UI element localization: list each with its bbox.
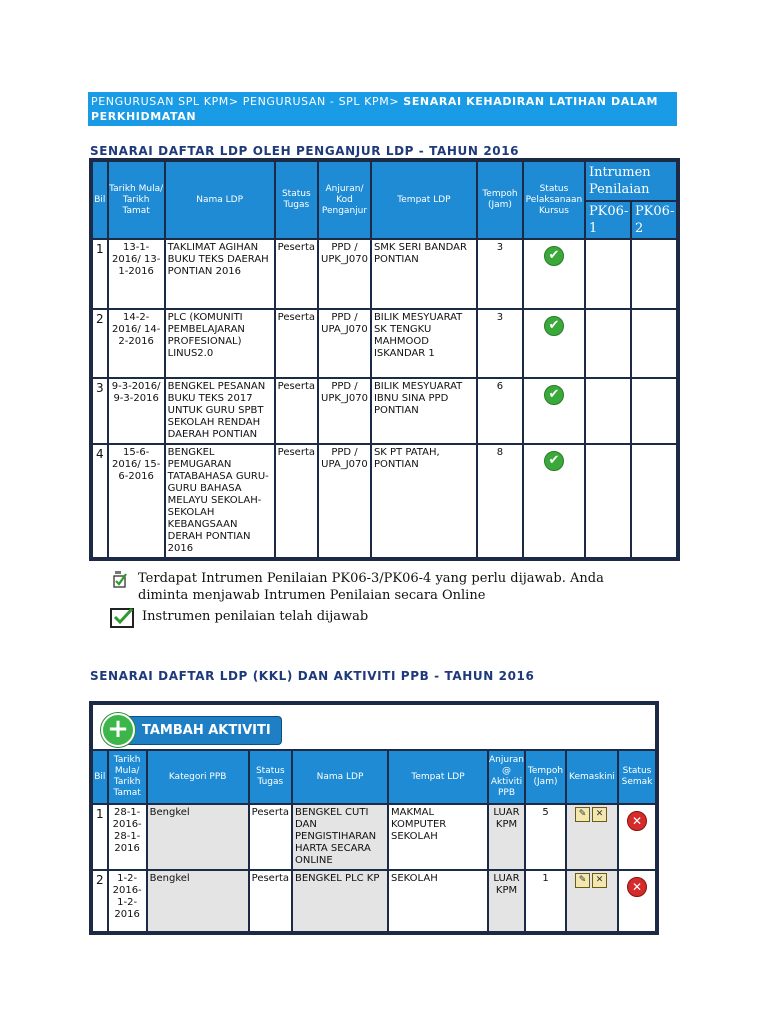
legend-answered-text: Instrumen penilaian telah dijawab [142,609,369,624]
row-tempat: MAKMAL KOMPUTER SEKOLAH [389,805,487,869]
col-tempoh: Tempoh (Jam) [526,751,565,803]
row-tarikh: 14-2-2016/ 14-2-2016 [109,310,164,377]
check-icon: ✔ [544,385,564,405]
row-kategori: Bengkel [148,871,248,931]
col-nama: Nama LDP [166,162,274,238]
row-tempat: BILIK MESYUARAT IBNU SINA PPD PONTIAN [372,379,476,443]
pending-checkbox-icon [110,570,128,588]
add-activity-label: TAMBAH AKTIVITI [121,716,282,745]
row-nama: BENGKEL PEMUGARAN TATABAHASA GURU-GURU BAHASA MELAYU SEKOLAH-SEKOLAH KEBANGSAAN DERAH PONTIAN 2016 [166,445,274,557]
row-bil: 1 [93,240,107,308]
table-row [93,805,655,869]
row-bil: 4 [93,445,107,557]
row-nama: BENGKEL PESANAN BUKU TEKS 2017 UNTUK GURU SPBT SEKOLAH RENDAH DAERAH PONTIAN [166,379,274,443]
col-anjuran: Anjuran @ Aktiviti PPB [489,751,524,803]
col-bil: Bil [93,162,107,238]
row-status: Peserta [276,379,317,443]
row-bil: 2 [93,310,107,377]
table-row [93,445,676,557]
col-pk06-1: PK06-1 [586,202,630,238]
col-tempat: Tempat LDP [372,162,476,238]
col-tempat: Tempat LDP [389,751,487,803]
row-pelaksanaan [524,310,584,377]
row-pk06-1 [586,379,630,443]
row-status: Peserta [250,805,291,869]
row-tempoh: 8 [478,445,522,557]
col-pk06-2: PK06-2 [632,202,676,238]
check-icon: ✔ [544,246,564,266]
row-pk06-2 [632,445,676,557]
row-bil: 1 [93,805,107,869]
row-tempat: BILIK MESYUARAT SK TENGKU MAHMOOD ISKANDAR 1 [372,310,476,377]
table-row [93,310,676,377]
row-kemaskini [567,871,617,931]
row-pk06-2 [632,240,676,308]
col-tempoh: Tempoh (Jam) [478,162,522,238]
row-tarikh: 28-1-2016-28-1-2016 [109,805,146,869]
row-tempat: SEKOLAH [389,871,487,931]
col-tarikh: Tarikh Mula/ Tarikh Tamat [109,162,164,238]
ldp-table [89,158,680,561]
row-nama: BENGKEL CUTI DAN PENGISTIHARAN HARTA SECARA ONLINE [293,805,387,869]
col-anjuran: Anjuran/ Kod Penganjur [319,162,370,238]
col-intrumen: Intrumen Penilaian [586,162,676,200]
table-row [93,379,676,443]
edit-icon[interactable]: ✎ [575,807,590,822]
row-pk06-1 [586,445,630,557]
answered-checkbox-icon [110,608,134,628]
ppb-table [89,701,659,935]
row-tempoh: 3 [478,240,522,308]
add-activity-button[interactable] [101,713,282,747]
row-pelaksanaan [524,379,584,443]
row-anjuran: PPD / UPK_J070 [319,379,370,443]
row-status: Peserta [276,240,317,308]
row-status: Peserta [250,871,291,931]
row-status: Peserta [276,445,317,557]
legend-pending-text: Terdapat Intrumen Penilaian PK06-3/PK06-4 yang perlu dijawab. Anda diminta menjawab Intrumen Penilaian secara Online [138,571,604,603]
row-pk06-1 [586,240,630,308]
row-nama: TAKLIMAT AGIHAN BUKU TEKS DAERAH PONTIAN 2016 [166,240,274,308]
row-bil: 2 [93,871,107,931]
row-anjuran: PPD / UPK_J070 [319,240,370,308]
row-semak [619,805,655,869]
row-tarikh: 9-3-2016/ 9-3-2016 [109,379,164,443]
row-pk06-2 [632,310,676,377]
legend [110,570,670,628]
delete-icon[interactable]: ✕ [592,873,607,888]
row-status: Peserta [276,310,317,377]
check-icon: ✔ [544,316,564,336]
row-tempoh: 1 [526,871,565,931]
section2-title: SENARAI DAFTAR LDP (KKL) DAN AKTIVITI PPB - TAHUN 2016 [90,669,535,683]
reject-icon: ✕ [627,811,647,831]
row-anjuran: LUAR KPM [489,805,524,869]
edit-icon[interactable]: ✎ [575,873,590,888]
section1-title: SENARAI DAFTAR LDP OLEH PENGANJUR LDP - TAHUN 2016 [90,144,520,158]
row-tempoh: 3 [478,310,522,377]
row-anjuran: LUAR KPM [489,871,524,931]
row-nama: BENGKEL PLC KP [293,871,387,931]
col-nama: Nama LDP [293,751,387,803]
col-pelaksanaan: Status Pelaksanaan Kursus [524,162,584,238]
row-tarikh: 15-6-2016/ 15-6-2016 [109,445,164,557]
table-row [93,240,676,308]
col-status: Status Tugas [250,751,291,803]
plus-icon: + [101,713,135,747]
breadcrumb [88,92,677,126]
col-tarikh: Tarikh Mula/ Tarikh Tamat [109,751,146,803]
delete-icon[interactable]: ✕ [592,807,607,822]
row-pelaksanaan [524,445,584,557]
col-bil: Bil [93,751,107,803]
col-kategori: Kategori PPB [148,751,248,803]
col-kemaskini: Kemaskini [567,751,617,803]
row-tarikh: 1-2-2016-1-2-2016 [109,871,146,931]
breadcrumb-path[interactable]: PENGURUSAN SPL KPM> PENGURUSAN - SPL KPM> [91,95,404,108]
row-nama: PLC (KOMUNITI PEMBELAJARAN PROFESIONAL) LINUS2.0 [166,310,274,377]
row-kemaskini [567,805,617,869]
table-row [93,871,655,931]
col-semak: Status Semak [619,751,655,803]
breadcrumb-current: SENARAI KEHADIRAN LATIHAN DALAM PERKHIDMATAN [91,95,659,123]
row-tempoh: 6 [478,379,522,443]
row-pk06-1 [586,310,630,377]
row-tarikh: 13-1-2016/ 13-1-2016 [109,240,164,308]
check-icon: ✔ [544,451,564,471]
row-kategori: Bengkel [148,805,248,869]
row-bil: 3 [93,379,107,443]
reject-icon: ✕ [627,877,647,897]
row-pk06-2 [632,379,676,443]
row-tempat: SK PT PATAH, PONTIAN [372,445,476,557]
row-tempoh: 5 [526,805,565,869]
row-semak [619,871,655,931]
row-anjuran: PPD / UPA_J070 [319,310,370,377]
col-status: Status Tugas [276,162,317,238]
row-tempat: SMK SERI BANDAR PONTIAN [372,240,476,308]
row-pelaksanaan [524,240,584,308]
row-anjuran: PPD / UPA_J070 [319,445,370,557]
